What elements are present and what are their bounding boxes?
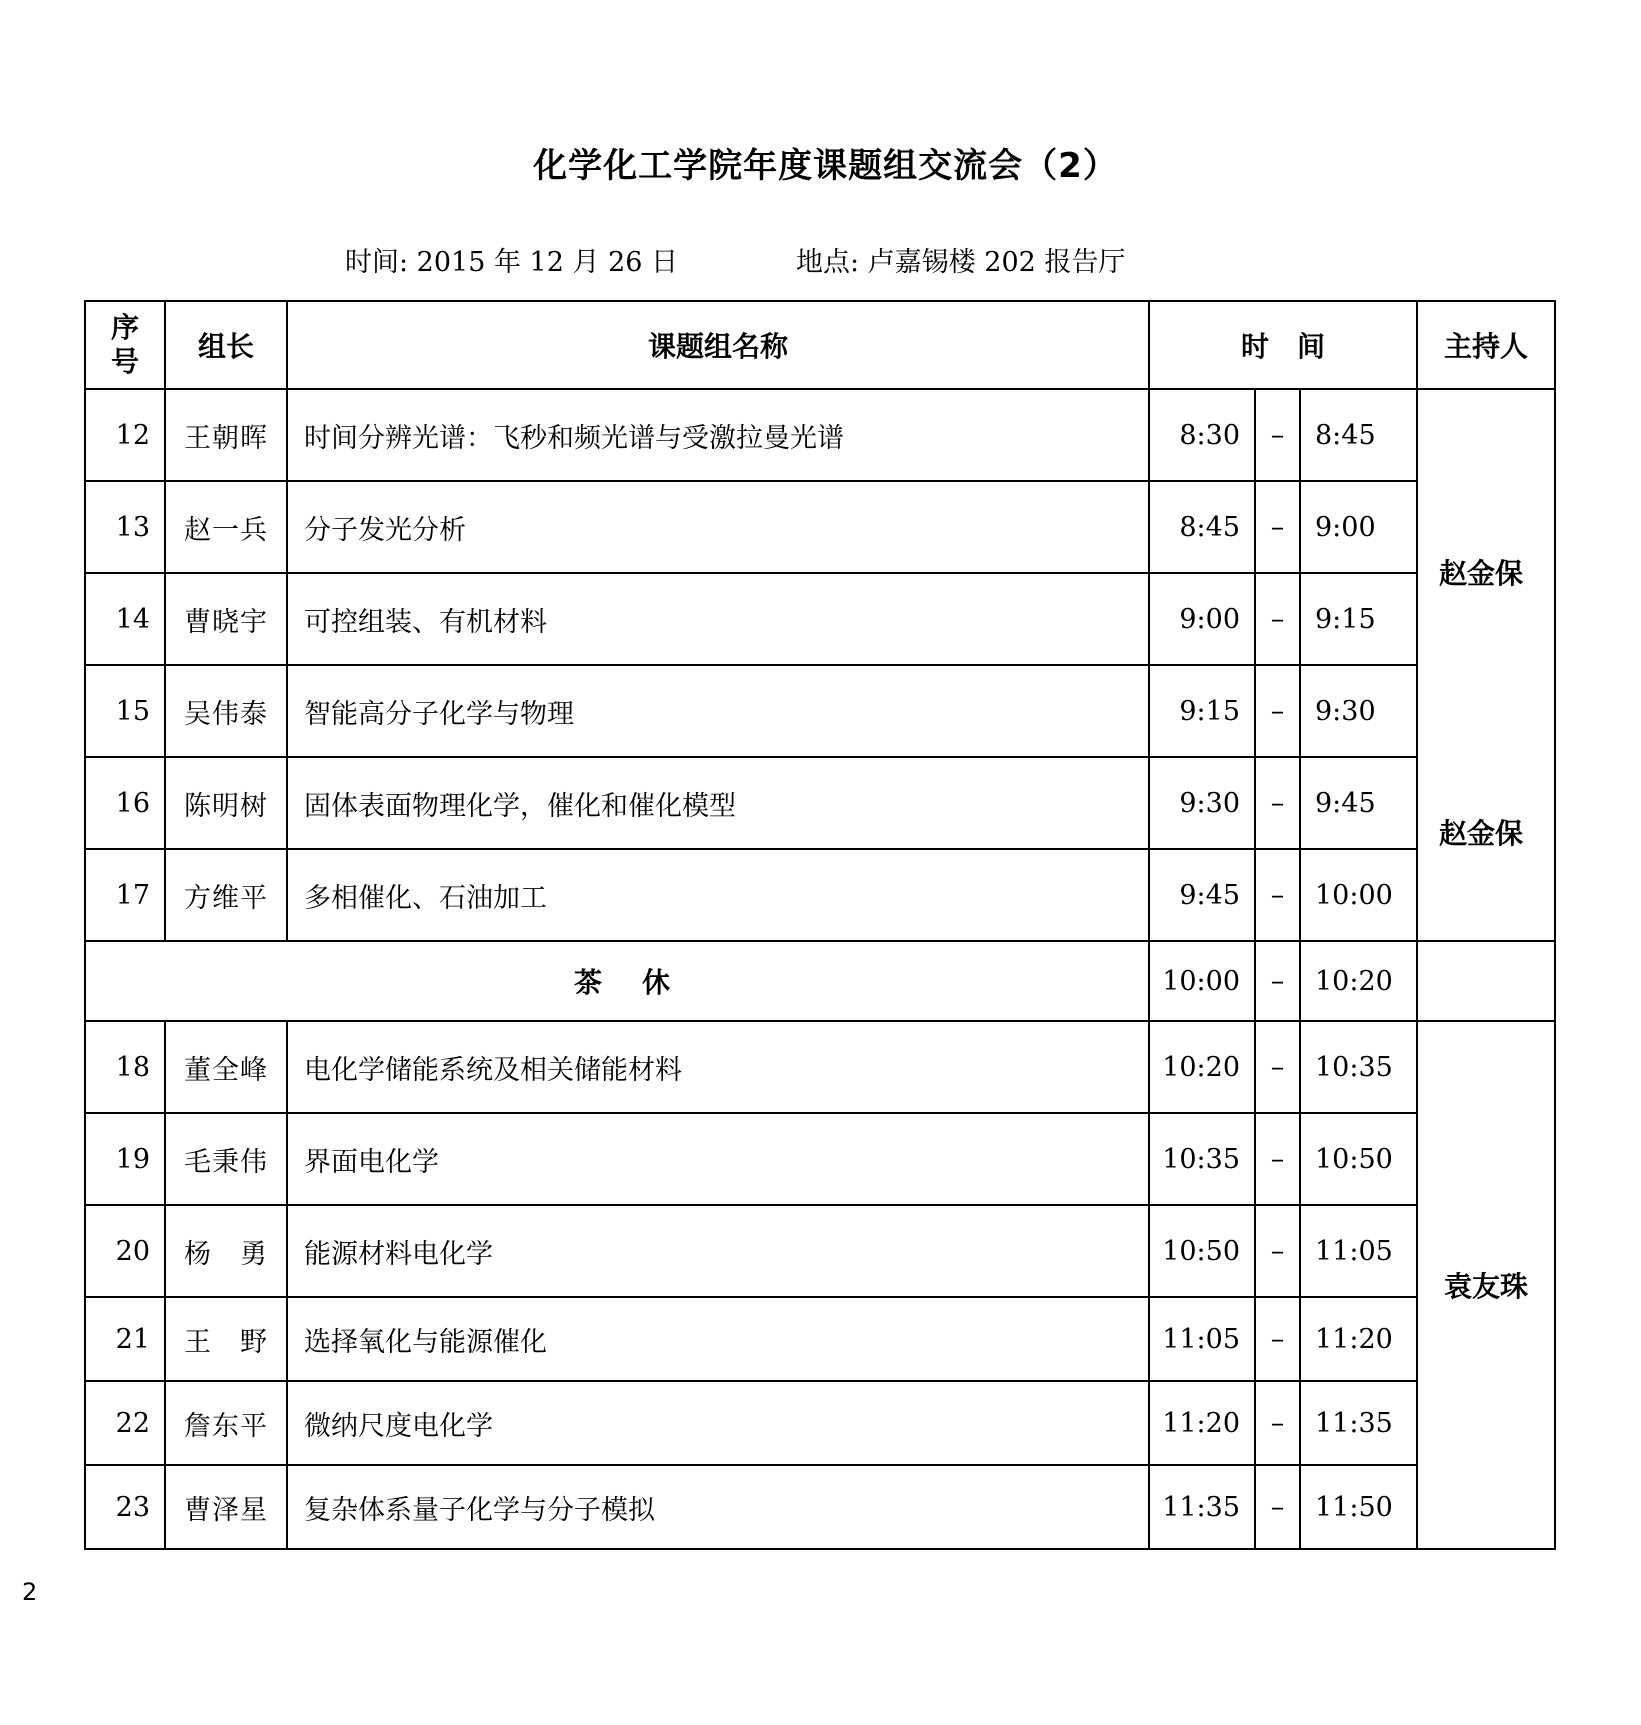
row-leader: 王朝晖 <box>165 389 287 481</box>
row-topic: 微纳尺度电化学 <box>287 1381 1149 1465</box>
row-end-time: 9:15 <box>1300 573 1417 665</box>
meeting-place: 地点: 卢嘉锡楼 202 报告厅 <box>796 247 1126 278</box>
tea-break-start-time: 10:00 <box>1149 941 1255 1021</box>
header-seq-line1: 序 <box>110 311 139 344</box>
row-leader: 董全峰 <box>165 1021 287 1113</box>
row-topic: 固体表面物理化学，催化和催化模型 <box>287 757 1149 849</box>
row-seq: 15 <box>85 665 165 757</box>
row-leader: 詹东平 <box>165 1381 287 1465</box>
row-end-time: 10:35 <box>1300 1021 1417 1113</box>
row-end-time: 9:45 <box>1300 757 1417 849</box>
row-topic: 能源材料电化学 <box>287 1205 1149 1297</box>
table-row <box>85 1113 1555 1205</box>
row-time-dash: – <box>1255 665 1300 757</box>
row-topic: 复杂体系量子化学与分子模拟 <box>287 1465 1149 1549</box>
row-end-time: 11:20 <box>1300 1297 1417 1381</box>
row-time-dash: – <box>1255 1205 1300 1297</box>
row-start-time: 11:05 <box>1149 1297 1255 1381</box>
row-seq: 17 <box>85 849 165 941</box>
row-time-dash: – <box>1255 1113 1300 1205</box>
table-row <box>85 665 1555 757</box>
header-seq-line2: 号 <box>110 345 139 378</box>
row-seq: 12 <box>85 389 165 481</box>
row-time-dash: – <box>1255 389 1300 481</box>
row-topic: 分子发光分析 <box>287 481 1149 573</box>
row-seq: 18 <box>85 1021 165 1113</box>
header-seq <box>85 301 165 389</box>
table-row <box>85 1021 1555 1113</box>
session1-host-top: 赵金保 <box>1438 557 1523 590</box>
row-leader: 方维平 <box>165 849 287 941</box>
row-leader: 吴伟泰 <box>165 665 287 757</box>
meeting-time: 时间: 2015 年 12 月 26 日 <box>345 247 679 278</box>
row-seq: 13 <box>85 481 165 573</box>
row-end-time: 11:35 <box>1300 1381 1417 1465</box>
page-number: 2 <box>22 1578 38 1606</box>
header-topic: 课题组名称 <box>287 301 1149 389</box>
row-topic: 界面电化学 <box>287 1113 1149 1205</box>
row-start-time: 9:45 <box>1149 849 1255 941</box>
row-time-dash: – <box>1255 481 1300 573</box>
header-leader: 组长 <box>165 301 287 389</box>
table-row <box>85 1297 1555 1381</box>
session1-host-bottom: 赵金保 <box>1438 817 1523 850</box>
row-leader: 毛秉伟 <box>165 1113 287 1205</box>
row-end-time: 9:00 <box>1300 481 1417 573</box>
row-time-dash: – <box>1255 849 1300 941</box>
row-end-time: 8:45 <box>1300 389 1417 481</box>
row-time-dash: – <box>1255 1381 1300 1465</box>
row-leader: 杨 勇 <box>165 1205 287 1297</box>
row-start-time: 9:00 <box>1149 573 1255 665</box>
tea-break-row <box>85 941 1555 1021</box>
row-seq: 23 <box>85 1465 165 1549</box>
tea-break-dash: – <box>1255 941 1300 1021</box>
row-leader: 曹晓宇 <box>165 573 287 665</box>
row-end-time: 10:50 <box>1300 1113 1417 1205</box>
page-title: 化学化工学院年度课题组交流会（2） <box>533 146 1118 186</box>
header-host: 主持人 <box>1417 301 1555 389</box>
row-start-time: 10:35 <box>1149 1113 1255 1205</box>
tea-break-label: 茶休 <box>85 941 1149 1021</box>
header-time: 时 间 <box>1149 301 1417 389</box>
table-row <box>85 757 1555 849</box>
row-time-dash: – <box>1255 573 1300 665</box>
row-topic: 智能高分子化学与物理 <box>287 665 1149 757</box>
row-seq: 20 <box>85 1205 165 1297</box>
row-end-time: 10:00 <box>1300 849 1417 941</box>
session2-host: 袁友珠 <box>1417 1021 1555 1549</box>
row-time-dash: – <box>1255 1021 1300 1113</box>
row-end-time: 11:05 <box>1300 1205 1417 1297</box>
table-row <box>85 1381 1555 1465</box>
row-start-time: 9:30 <box>1149 757 1255 849</box>
row-leader: 王 野 <box>165 1297 287 1381</box>
row-seq: 16 <box>85 757 165 849</box>
row-leader: 曹泽星 <box>165 1465 287 1549</box>
row-leader: 陈明树 <box>165 757 287 849</box>
tea-break-end-time: 10:20 <box>1300 941 1417 1021</box>
row-seq: 22 <box>85 1381 165 1465</box>
row-start-time: 8:30 <box>1149 389 1255 481</box>
row-leader: 赵一兵 <box>165 481 287 573</box>
table-row <box>85 1465 1555 1549</box>
table-row <box>85 481 1555 573</box>
row-topic: 选择氧化与能源催化 <box>287 1297 1149 1381</box>
row-end-time: 9:30 <box>1300 665 1417 757</box>
row-start-time: 11:35 <box>1149 1465 1255 1549</box>
row-end-time: 11:50 <box>1300 1465 1417 1549</box>
row-seq: 21 <box>85 1297 165 1381</box>
row-seq: 19 <box>85 1113 165 1205</box>
row-time-dash: – <box>1255 1297 1300 1381</box>
row-start-time: 9:15 <box>1149 665 1255 757</box>
row-topic: 多相催化、石油加工 <box>287 849 1149 941</box>
row-topic: 电化学储能系统及相关储能材料 <box>287 1021 1149 1113</box>
row-start-time: 10:20 <box>1149 1021 1255 1113</box>
row-start-time: 11:20 <box>1149 1381 1255 1465</box>
table-row <box>85 389 1555 481</box>
row-topic: 可控组装、有机材料 <box>287 573 1149 665</box>
row-start-time: 8:45 <box>1149 481 1255 573</box>
row-start-time: 10:50 <box>1149 1205 1255 1297</box>
table-row <box>85 1205 1555 1297</box>
session1-host-cell <box>1417 389 1555 941</box>
schedule-table <box>84 300 1556 1550</box>
tea-break-host-cell <box>1417 941 1555 1021</box>
table-row <box>85 849 1555 941</box>
row-seq: 14 <box>85 573 165 665</box>
row-time-dash: – <box>1255 757 1300 849</box>
header-row <box>85 301 1555 389</box>
table-row <box>85 573 1555 665</box>
row-topic: 时间分辨光谱：飞秒和频光谱与受激拉曼光谱 <box>287 389 1149 481</box>
row-time-dash: – <box>1255 1465 1300 1549</box>
